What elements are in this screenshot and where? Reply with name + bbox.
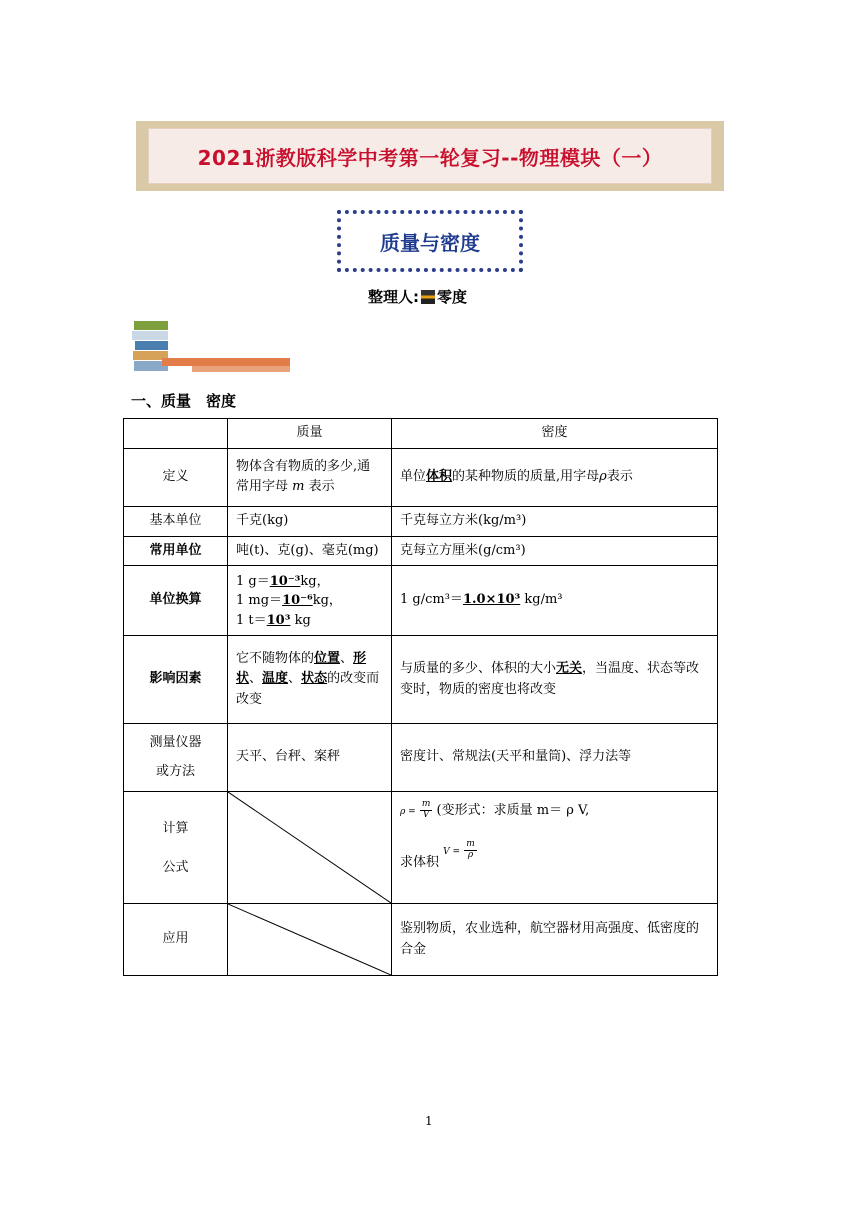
section-title: 一、质量 密度 [131,392,237,410]
row-label-factors: 影响因素 [124,636,228,724]
row-label-common-unit: 常用单位 [124,536,228,566]
density-formula-volume: 求体积 $^{V =}$ $\frac{m}{\rho}$ [400,839,475,870]
density-definition: 单位体积的某种物质的质量,用字母ρ表示 [392,448,718,506]
mass-instruments: 天平、台秤、案秤 [228,724,392,792]
editor-name: 零度 [437,288,468,306]
editor-label: 整理人: [368,288,419,306]
title-banner [136,121,724,191]
row-label-application: 应用 [124,904,228,976]
table-header-row [124,419,718,449]
document-title: 2021浙教版科学中考第一轮复习--物理模块（一） [197,145,663,170]
diagonal-line-icon [228,904,391,975]
mass-common-unit: 吨(t)、克(g)、毫克(mg) [228,536,392,566]
density-formula-main: ρ = $\frac{m}{V}$ (变形式：求质量 m＝ ρ V, [400,799,590,821]
row-label-formula: 计算 公式 [124,792,228,904]
table-row-definition [124,448,718,506]
density-application: 鉴别物质，农业选种，航空器材用高强度、低密度的合金 [392,904,718,976]
title-banner-inner [148,128,712,184]
density-instruments: 密度计、常规法(天平和量筒)、浮力法等 [392,724,718,792]
table-row-conversion [124,566,718,636]
formula-fraction-volume: $\frac{m}{\rho}$ [466,839,475,860]
mass-application-empty [228,904,392,976]
table-row-application [124,904,718,976]
header-image-text: 考点解读 [176,330,272,358]
table-row-common-unit [124,536,718,566]
book-stack-icon [134,321,168,330]
header-empty [124,419,228,449]
mass-formula-empty [228,792,392,904]
row-label-base-unit: 基本单位 [124,506,228,536]
mass-definition: 物体含有物质的多少,通常用字母 m 表示 [228,448,392,506]
row-label-definition: 定义 [124,448,228,506]
editor-line [368,286,467,307]
density-conversion: 1 g/cm³＝1.0×10³ kg/m³ [392,566,718,636]
page-number: 1 [425,1114,433,1128]
sunset-icon [421,290,435,304]
density-factors: 与质量的多少、体积的大小无关，当温度、状态等改变时，物质的密度也将改变 [392,636,718,724]
density-formula [392,792,718,904]
table-row-factors [124,636,718,724]
density-common-unit: 克每立方厘米(g/cm³) [392,536,718,566]
header-density: 密度 [392,419,718,449]
topic-box [337,210,523,272]
table-row-base-unit [124,506,718,536]
mass-base-unit: 千克(kg) [228,506,392,536]
header-mass: 质量 [228,419,392,449]
row-label-instruments: 测量仪器 或方法 [124,724,228,792]
mass-factors: 它不随物体的位置、形状、温度、状态的改变而改变 [228,636,392,724]
table-row-formula [124,792,718,904]
formula-fraction-rho: $\frac{m}{V}$ [421,799,431,821]
mass-density-table [123,418,718,976]
diagonal-line-icon [228,792,391,903]
topic-title: 质量与密度 [380,230,480,255]
mass-conversion: 1 g＝10⁻³kg， 1 mg＝10⁻⁶kg， 1 t＝10³ kg [228,566,392,636]
exam-points-header-image [132,318,292,376]
row-label-conversion: 单位换算 [124,566,228,636]
table-row-instruments [124,724,718,792]
density-base-unit: 千克每立方米(kg/m³) [392,506,718,536]
